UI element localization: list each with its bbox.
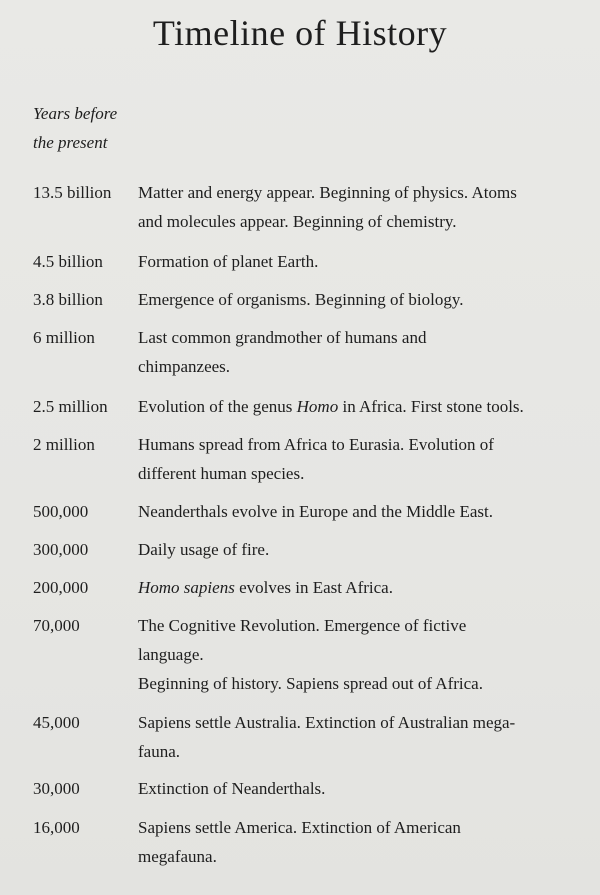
description-text: in Africa. First stone tools. [338, 397, 524, 416]
entry-year: 300,000 [33, 540, 89, 559]
description-line: Last common grandmother of humans and [138, 328, 427, 347]
description-line: Humans spread from Africa to Eurasia. Evolution of [138, 435, 494, 454]
description-text: Evolution of the genus [138, 397, 297, 416]
description-line: and molecules appear. Beginning of chemistry. [138, 212, 457, 231]
entry-year: 3.8 billion [33, 290, 103, 309]
description-line: Sapiens settle Australia. Extinction of Australian mega- [138, 713, 516, 732]
description-line: Daily usage of fire. [138, 540, 270, 559]
description-line: language. [138, 645, 204, 664]
entry-year: 4.5 billion [33, 252, 103, 271]
entry-description [138, 430, 588, 488]
column-heading [33, 99, 117, 157]
description-line: megafauna. [138, 847, 217, 866]
description-line: Beginning of history. Sapiens spread out of Africa. [138, 674, 483, 693]
entry-year: 70,000 [33, 616, 80, 635]
description-line: Sapiens settle America. Extinction of American [138, 818, 461, 837]
entry-year: 16,000 [33, 818, 80, 837]
description-line: chimpanzees. [138, 357, 231, 376]
entry-description [138, 573, 588, 602]
description-line: fauna. [138, 742, 181, 761]
genus-name: Homo [296, 397, 339, 416]
description-line: Matter and energy appear. Beginning of physics. Atoms [138, 183, 517, 202]
entry-description [138, 774, 588, 803]
description-line: Extinction of Neanderthals. [138, 779, 326, 798]
description-line: Emergence of organisms. Beginning of biology. [138, 290, 464, 309]
entry-year: 500,000 [33, 502, 89, 521]
entry-year: 2 million [33, 435, 95, 454]
entry-description [138, 535, 588, 564]
description-line [138, 392, 588, 421]
entry-year: 6 million [33, 328, 95, 347]
column-heading-line: the present [33, 133, 108, 152]
entry-year: 13.5 billion [33, 183, 112, 202]
entry-year: 30,000 [33, 779, 80, 798]
entry-description [138, 497, 588, 526]
description-text: evolves in East Africa. [234, 578, 393, 597]
entry-year: 45,000 [33, 713, 80, 732]
description-line: different human species. [138, 464, 305, 483]
description-line: Neanderthals evolve in Europe and the Middle East. [138, 502, 493, 521]
entry-description [138, 813, 588, 871]
column-heading-line: Years before [33, 104, 118, 123]
species-name: Homo sapiens [138, 578, 235, 597]
entry-description [138, 611, 588, 698]
page-title: Timeline of History [152, 13, 448, 53]
entry-description [138, 708, 588, 766]
entry-description [138, 323, 588, 381]
description-line: The Cognitive Revolution. Emergence of fictive [138, 616, 467, 635]
entry-description [138, 247, 588, 276]
entry-description [138, 392, 588, 421]
entry-description [138, 178, 588, 236]
entry-year: 200,000 [33, 578, 89, 597]
description-line: Formation of planet Earth. [138, 252, 319, 271]
entry-year: 2.5 million [33, 397, 108, 416]
description-line [138, 573, 588, 602]
entry-description [138, 285, 588, 314]
